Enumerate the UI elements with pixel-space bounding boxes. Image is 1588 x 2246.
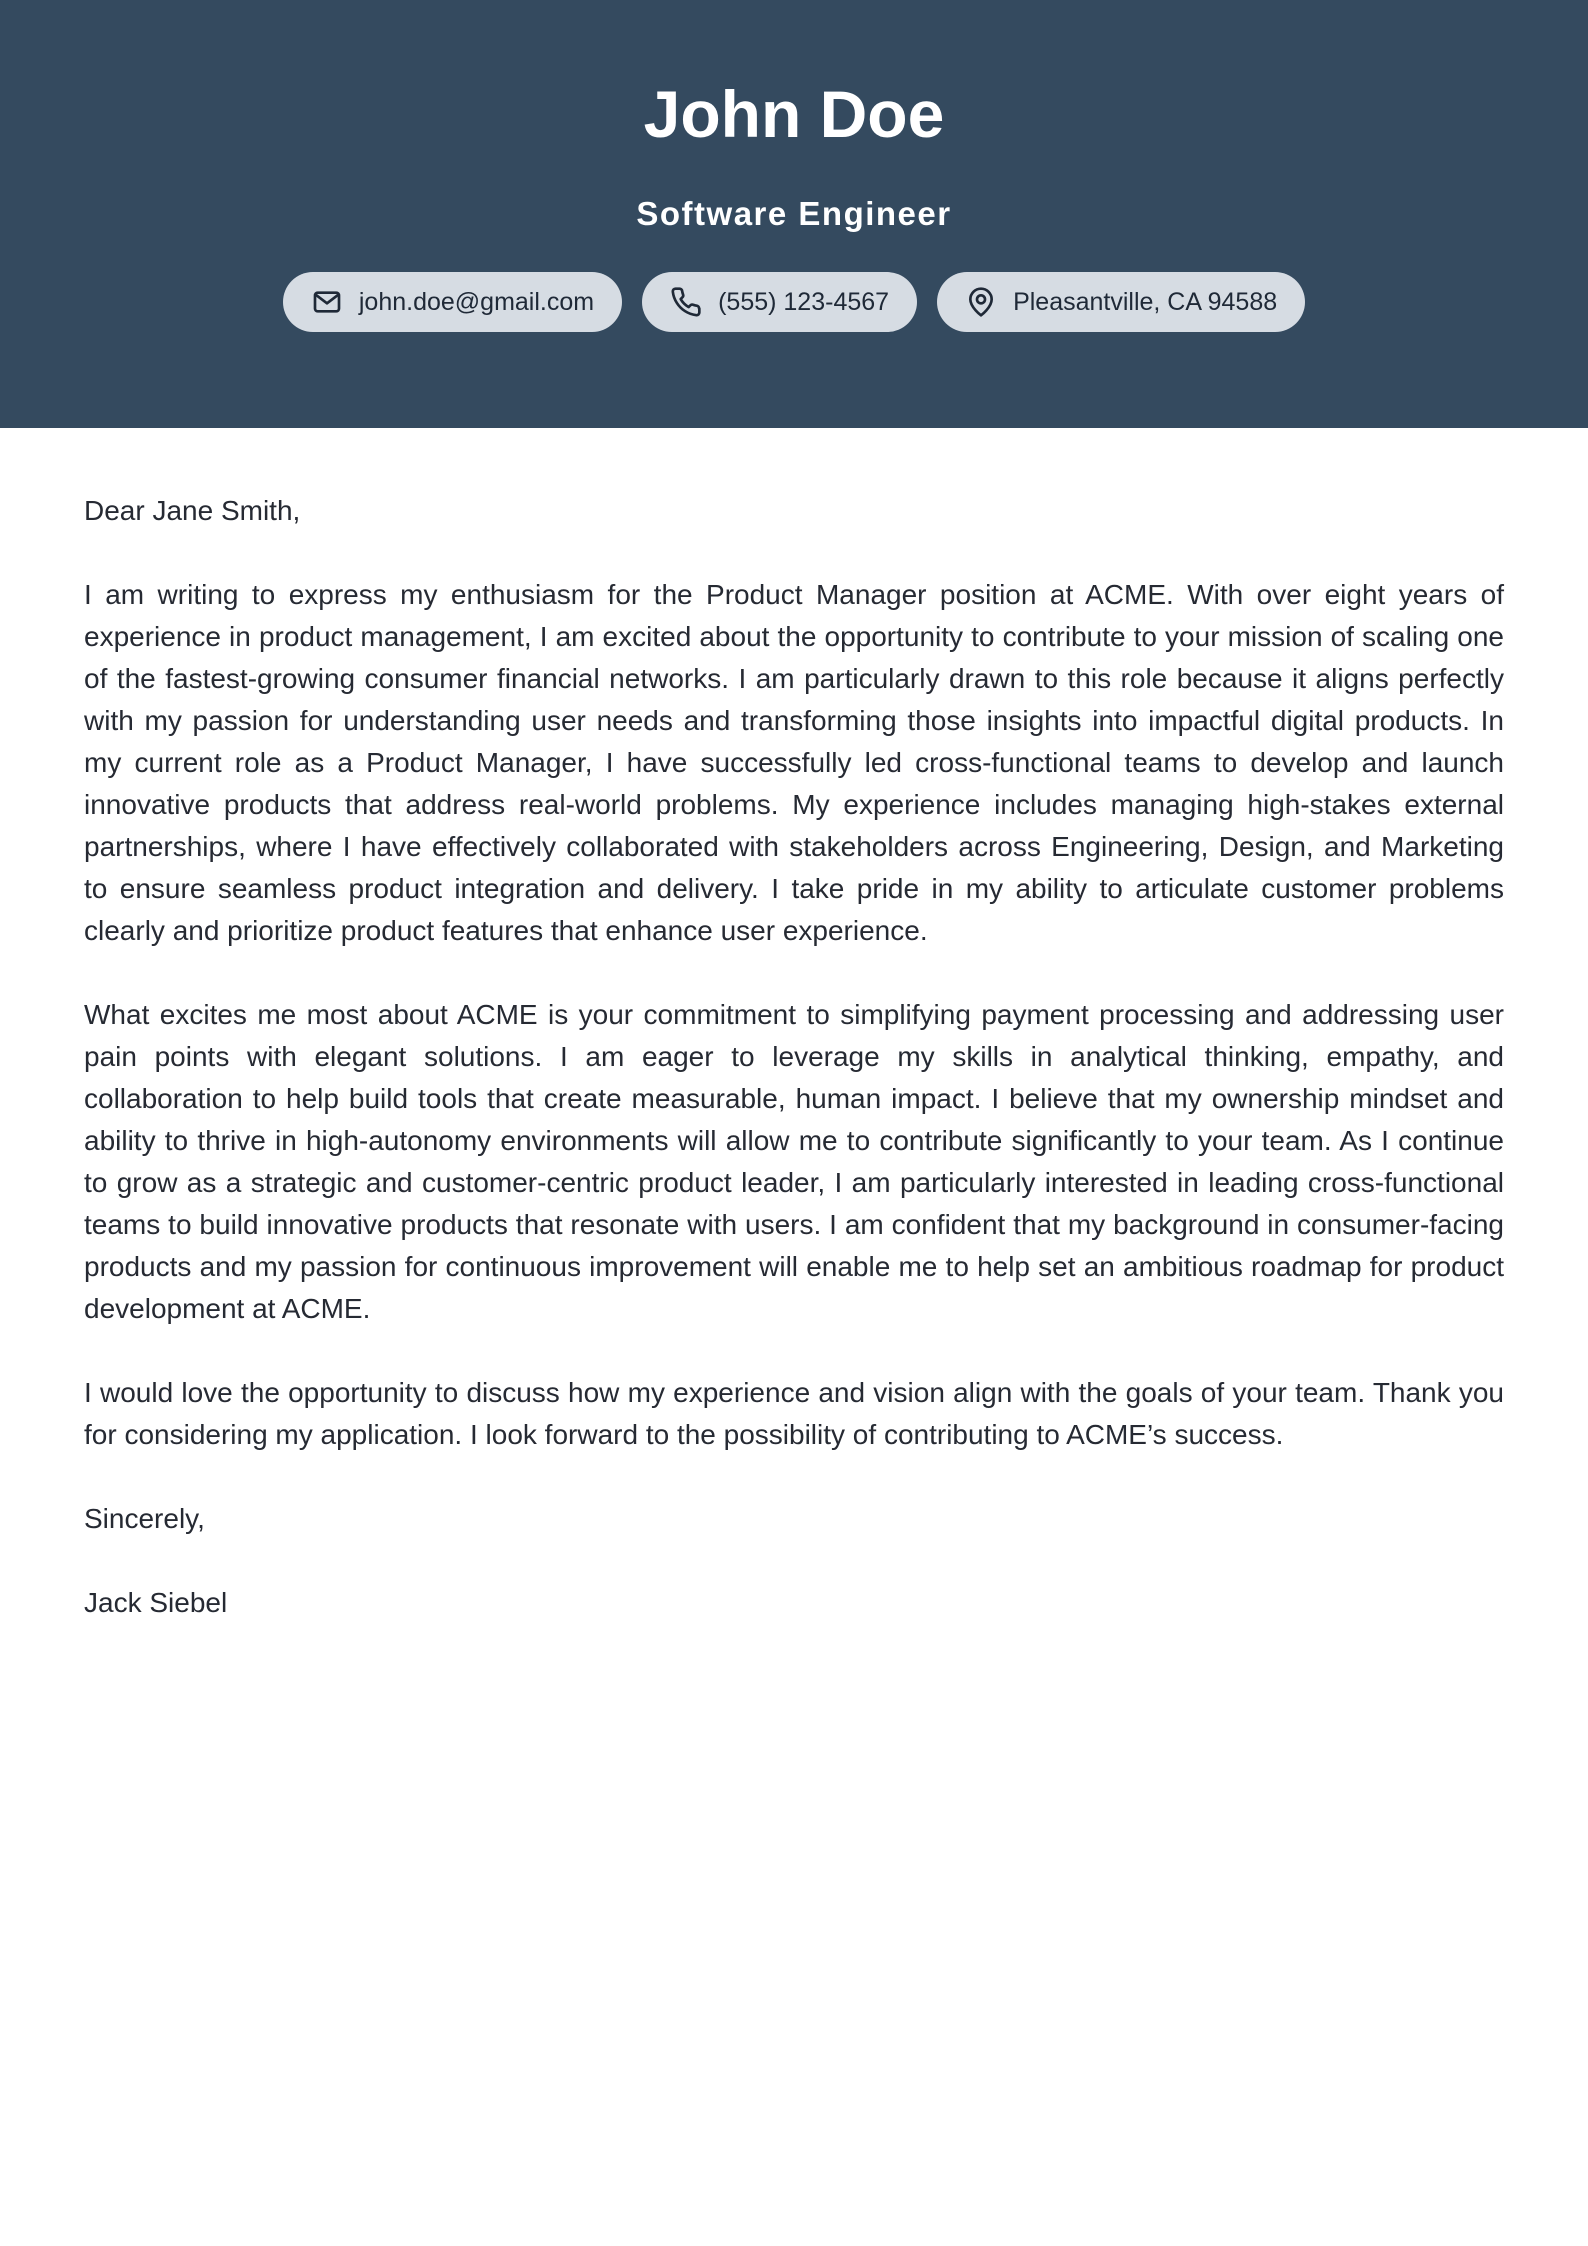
job-title: Software Engineer xyxy=(636,195,952,232)
salutation: Dear Jane Smith, xyxy=(84,495,301,526)
body-paragraph-1: I am writing to express my enthusiasm for the Product Manager position at ACME. With over eight years of experience in product management, I am excited about the opportunity to contribute to your mission of scaling one of the fastest-growing consumer financial networks. I am particularly drawn to this role because it aligns perfectly with my passion for understanding user needs and transforming those insights into impactful digital products. In my current role as a Product Manager, I have successfully led cross-functional teams to develop and launch innovative products that address real-world problems. My experience includes managing high-stakes external partnerships, where I have effectively collaborated with stakeholders across Engineering, Design, and Marketing to ensure seamless product integration and delivery. I take pride in my ability to articulate customer problems clearly and prioritize product features that enhance user experience. xyxy=(84,579,1504,946)
letter-body xyxy=(0,428,1588,1624)
map-pin-icon xyxy=(965,286,997,318)
location-text: Pleasantville, CA 94588 xyxy=(1013,287,1278,316)
email-text: john.doe@gmail.com xyxy=(358,287,595,316)
phone-icon xyxy=(670,286,702,318)
mail-icon xyxy=(311,286,343,318)
body-paragraph-2: What excites me most about ACME is your commitment to simplifying payment processing and addressing user pain points with elegant solutions. I am eager to leverage my skills in analytical thinking, empathy, and collaboration to help build tools that create measurable, human impact. I believe that my ownership mindset and ability to thrive in high-autonomy environments will allow me to contribute significantly to your team. As I continue to grow as a strategic and customer-centric product leader, I am particularly interested in leading cross-functional teams to build innovative products that resonate with users. I am confident that my background in consumer-facing products and my passion for continuous improvement will enable me to help set an ambitious roadmap for product development at ACME. xyxy=(84,999,1504,1324)
closing: Sincerely, xyxy=(84,1503,205,1534)
signature: Jack Siebel xyxy=(84,1587,228,1618)
body-paragraph-3: I would love the opportunity to discuss how my experience and vision align with the goals of your team. Thank you for considering my application. I look forward to the possibility of contributing to ACME’s success. xyxy=(84,1377,1504,1450)
applicant-name: John Doe xyxy=(643,77,945,151)
contact-info xyxy=(0,272,1588,332)
phone-text: (555) 123-4567 xyxy=(718,287,890,316)
location-contact xyxy=(937,272,1305,332)
letter-header xyxy=(0,0,1588,428)
email-contact[interactable] xyxy=(283,272,622,332)
phone-contact[interactable] xyxy=(642,272,917,332)
